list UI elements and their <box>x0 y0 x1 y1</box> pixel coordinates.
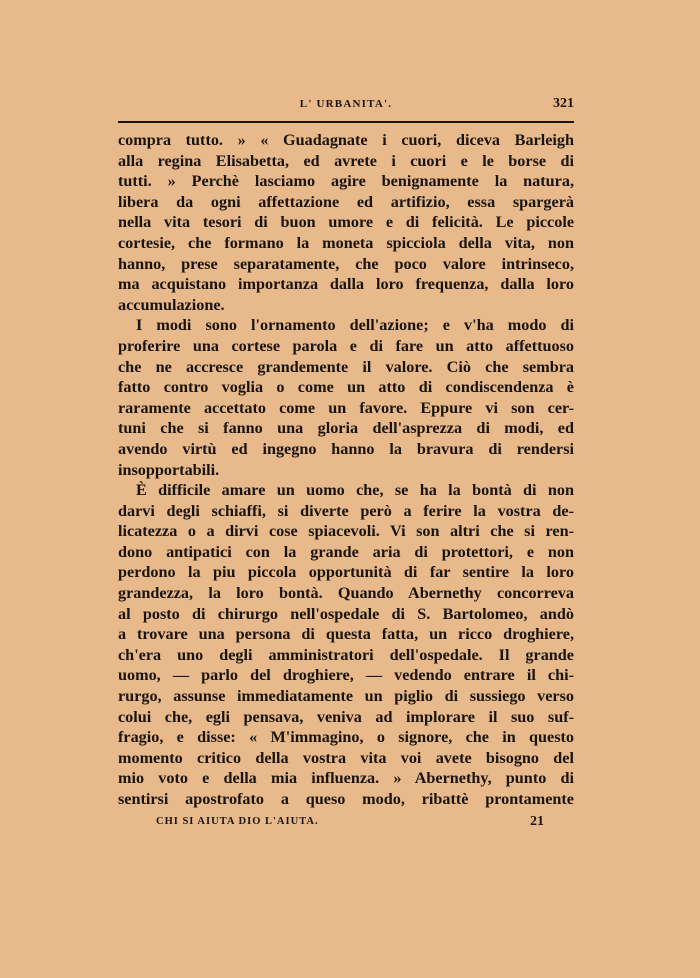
running-head <box>118 98 574 118</box>
text-line: perdono la piu piccola opportunità di far sentire la loro <box>118 563 574 582</box>
text-line: grandezza, la loro bontà. Quando Abernethy concorreva <box>118 584 574 603</box>
text-line: proferire una cortese parola e di fare un atto affettuoso <box>118 336 574 355</box>
text-line: ma acquistano importanza dalla loro frequenza, dalla loro <box>118 275 574 294</box>
text-line: al posto di chirurgo nell'ospedale di S. Bartolomeo, andò <box>118 604 574 623</box>
text-line: libera da ogni affettazione ed artifizio, essa spargerà <box>118 192 574 211</box>
text-line: che ne accresce grandemente il valore. Ciò che sembra <box>118 357 574 376</box>
text-line: fatto contro voglia o come un atto di condiscendenza è <box>118 378 574 397</box>
text-line: hanno, prese separatamente, che poco valore intrinseco, <box>118 254 574 273</box>
body-text <box>118 130 574 810</box>
text-line: licatezza o a dirvi cose spiacevoli. Vi son altri che si ren- <box>118 522 574 541</box>
header-rule <box>118 121 574 123</box>
text-line: darvi degli schiaffi, si diverte però a ferire la vostra de- <box>118 501 574 520</box>
page-footer <box>156 816 574 836</box>
text-line: mio voto e della mia influenza. » Abernethy, punto di <box>118 769 574 788</box>
text-line: rurgo, assunse immediatamente un piglio di sussiego verso <box>118 687 574 706</box>
text-line: accumulazione. <box>118 295 225 314</box>
text-line: dono antipatici con la grande aria di protettori, e non <box>118 542 574 561</box>
text-line: avendo virtù ed ingegno hanno la bravura di rendersi <box>118 439 574 458</box>
text-line: cortesie, che formano la moneta spicciola della vita, non <box>118 233 574 252</box>
text-line: ch'era uno degli amministratori dell'ospedale. Il grande <box>118 645 574 664</box>
text-line: tuni che si fanno una gloria dell'asprezza di modi, ed <box>118 419 574 438</box>
text-line: tutti. » Perchè lasciamo agire benignamente la natura, <box>118 172 574 191</box>
text-line: uomo, — parlo del droghiere, — vedendo entrare il chi- <box>118 666 574 685</box>
text-line: insopportabili. <box>118 460 220 479</box>
text-line: colui che, egli pensava, veniva ad implorare il suo suf- <box>118 707 574 726</box>
page-number: 321 <box>553 96 574 111</box>
text-line: compra tutto. » « Guadagnate i cuori, diceva Barleigh <box>118 131 574 149</box>
text-line: alla regina Elisabetta, ed avrete i cuori e le borse di <box>118 151 574 170</box>
signature-line: CHI SI AIUTA DIO L'AIUTA. <box>156 816 319 827</box>
running-title: L' URBANITA'. <box>299 98 393 110</box>
text-line: È difficile amare un uomo che, se ha la bontà di non <box>136 481 574 500</box>
text-line: raramente accettato come un favore. Eppure vi son cer- <box>118 398 574 417</box>
text-line: I modi sono l'ornamento dell'azione; e v'ha modo di <box>136 316 574 335</box>
text-line: a trovare una persona di questa fatta, un ricco droghiere, <box>118 625 574 644</box>
text-line: momento critico della vostra vita voi avete bisogno del <box>118 748 574 767</box>
text-line: fragio, e disse: « M'immagino, o signore, che in questo <box>118 728 574 747</box>
text-line: sentirsi apostrofato a queso modo, ribattè prontamente <box>118 790 574 808</box>
signature-mark: 21 <box>530 814 544 829</box>
text-line: nella vita tesori di buon umore e di felicità. Le piccole <box>118 213 574 232</box>
